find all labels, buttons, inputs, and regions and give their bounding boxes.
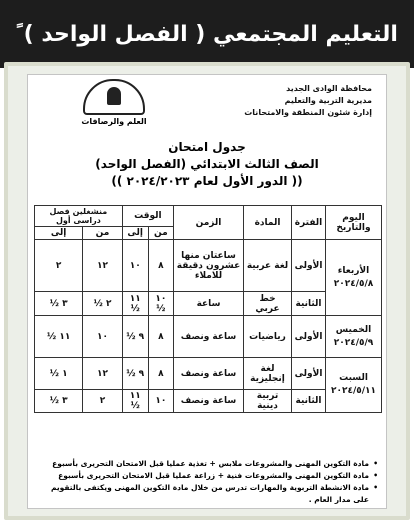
- header-day-date: اليوم والتاريخ: [326, 206, 382, 240]
- schedule-titles: [28, 139, 386, 190]
- header-time-to: إلى: [122, 227, 148, 240]
- duration-cell: ساعة ونصف: [174, 316, 244, 358]
- subject-cell: لغة عربية: [244, 240, 292, 292]
- header-period: الفترة: [292, 206, 326, 240]
- logo-emblem-icon: [83, 79, 145, 115]
- table-row: [35, 240, 382, 292]
- day-name: السبت: [339, 373, 368, 383]
- header-time-from: من: [148, 227, 173, 240]
- admin-line-directorate: مديرية التربية والتعليم: [284, 96, 372, 105]
- administration-header: [222, 83, 372, 119]
- busy-from-cell: ١٢: [83, 358, 123, 390]
- duration-cell: ساعتان منها عشرون دقيقة للاملاء: [174, 240, 244, 292]
- time-to-cell: ٩ ½: [122, 316, 148, 358]
- period-cell: الأولى: [292, 240, 326, 292]
- subject-cell: رياضيات: [244, 316, 292, 358]
- note-item: • مادة التكوين المهنى والمشروعات ملابس + تغذية عمليا قبل الامتحان التحريرى بأسبوع: [38, 458, 378, 470]
- term-title: (( الدور الأول لعام ٢٠٢٤/٢٠٢٣ )): [111, 174, 303, 188]
- header-subject: المادة: [244, 206, 292, 240]
- day-date: ٢٠٢٤/٥/٨: [333, 278, 374, 289]
- day-cell: [326, 358, 382, 413]
- table-row: [35, 358, 382, 390]
- day-date: ٢٠٢٤/٥/٩: [333, 337, 374, 348]
- table-row: [35, 316, 382, 358]
- notes-list: [38, 458, 378, 506]
- subject-cell: تربية دينية: [244, 390, 292, 413]
- header-busy-from: من: [83, 227, 123, 240]
- busy-from-cell: ٢ ½: [83, 292, 123, 316]
- grade-title: الصف الثالث الابتدائي (الفصل الواحد): [95, 157, 319, 171]
- note-item: • مادة التكوين المهنى والمشروعات فنية + زراعة عمليا قبل الامتحان التحريرى بأسبوع: [38, 470, 378, 482]
- time-to-cell: ١١ ½: [122, 292, 148, 316]
- duration-cell: ساعة ونصف: [174, 358, 244, 390]
- note-item: • مادة الانشطة التربوية والمهارات تدرس من خلال مادة التكوين المهنى ويكتفى بالتقويم على مدار العام .: [38, 482, 378, 506]
- exam-document: [27, 74, 387, 509]
- subject-cell: خط عربي: [244, 292, 292, 316]
- schedule-title: جدول امتحان: [168, 140, 246, 154]
- busy-to-cell: ٣ ½: [35, 292, 83, 316]
- day-cell: [326, 316, 382, 358]
- day-name: الخميس: [335, 324, 372, 335]
- banner-title: التعليم المجتمعي ( الفصل الواحد ) ً: [0, 0, 414, 68]
- time-to-cell: ٩ ½: [122, 358, 148, 390]
- subject-cell: لغة إنجليزية: [244, 358, 292, 390]
- header-busy-to: إلى: [35, 227, 83, 240]
- busy-from-cell: ١٢: [83, 240, 123, 292]
- header-time: الوقت: [122, 206, 173, 227]
- time-to-cell: ١٠: [122, 240, 148, 292]
- header-busy: منشغلين فصل دراسى أول: [35, 206, 123, 227]
- day-cell: [326, 240, 382, 316]
- admin-line-governorate: محافظة الوادى الجديد: [286, 84, 372, 93]
- time-to-cell: ١١ ½: [122, 390, 148, 413]
- time-from-cell: ٨: [148, 316, 173, 358]
- busy-to-cell: ٣ ½: [35, 390, 83, 413]
- logo-text: العلم والرصافات: [81, 117, 147, 126]
- busy-from-cell: ١٠: [83, 316, 123, 358]
- ministry-logo: [68, 79, 160, 137]
- time-from-cell: ٨: [148, 358, 173, 390]
- duration-cell: ساعة: [174, 292, 244, 316]
- admin-line-department: إدارة شئون المنطقة والامتحانات: [244, 108, 372, 117]
- busy-from-cell: ٢: [83, 390, 123, 413]
- busy-to-cell: ١١ ½: [35, 316, 83, 358]
- period-cell: الأولى: [292, 358, 326, 390]
- duration-cell: ساعة ونصف: [174, 390, 244, 413]
- period-cell: الأولى: [292, 316, 326, 358]
- period-cell: الثانية: [292, 390, 326, 413]
- busy-to-cell: ٢: [35, 240, 83, 292]
- time-from-cell: ١٠: [148, 390, 173, 413]
- header-duration: الزمن: [174, 206, 244, 240]
- day-name: الأربعاء: [337, 265, 370, 276]
- exam-schedule-table: [34, 205, 382, 413]
- day-date: ٢٠٢٤/٥/١١: [330, 386, 377, 396]
- period-cell: الثانية: [292, 292, 326, 316]
- table-header-row: [35, 206, 382, 227]
- time-from-cell: ١٠ ½: [148, 292, 173, 316]
- busy-to-cell: ١ ½: [35, 358, 83, 390]
- time-from-cell: ٨: [148, 240, 173, 292]
